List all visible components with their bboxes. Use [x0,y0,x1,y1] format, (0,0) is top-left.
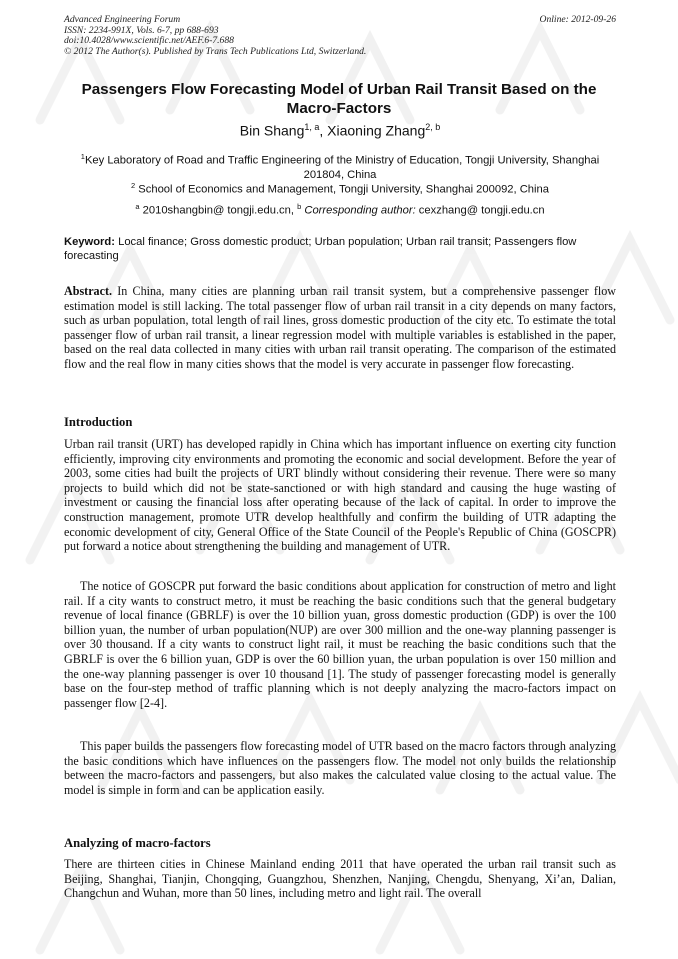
intro-paragraph-2: The notice of GOSCPR put forward the basic conditions about application for construction of metro and light rail. If a city wants to construct metro, it must be reaching the basic conditions such that the general budgetary revenue of local finance (GBRLF) is over the 10 billion yuan, gross domestic production (GDP) is over the 100 billion yuan, the number of urban population(NUP) are over 300 million and the one-way planning passenger is over 30 thousand. If a city wants to construct light rail, it must be reaching the basic conditions such that the GBRLF is over the 6 billion yuan, GDP is over the 60 billion yuan, the urban population is over 150 million and the one-way planning passenger is over 10 thousand [1]. The study of passenger forecasting model is generally base on the four-step method of traffic planning which is not deeply analyzing the macro-factors impact on passenger flow [2-4]. [64,579,616,710]
affiliation-text: Key Laboratory of Road and Traffic Engineering of the Ministry of Education, Tongji University, Shanghai 201804, China [84,154,600,181]
affiliation-marker: 2 [131,181,136,190]
analyzing-paragraph-1: There are thirteen cities in Chinese Mainland ending 2011 that have operated the urban rail transit such as Beijing, Shanghai, Tianjin, Chongqing, Guangzhou, Shenzhen, Nanjing, Chengdu, Shenyang, Xi’an, Dalian, Changchun and Wuhan, more than 50 lines, including metro and light rail. The overall [64,857,616,901]
abstract-label: Abstract. [64,284,113,298]
keywords-text: Local finance; Gross domestic product; Urban population; Urban rail transit; Passengers flow forecasting [64,236,577,262]
journal-header [64,15,616,57]
email-marker: a [135,202,140,211]
author-superscript: 1, a [304,122,320,132]
author-superscript: 2, b [425,122,441,132]
abstract-text: In China, many cities are planning urban rail transit system, but a comprehensive passenger flow estimation model is still lacking. The total passenger flow of urban rail transit in a city depends on many factors, such as urban population, total length of rail lines, gross domestic production of the city etc. To estimate the total passenger flow of urban rail transit, a linear regression model with multiple variables is established in the paper, based on the real data collected in many cities with urban rail transit operating. The comparison of the estimated flow and the real flow in many cities shows that the model is very accurate in passenger flow forecasting. [64,284,616,371]
paper-title: Passengers Flow Forecasting Model of Urban Rail Transit Based on the Macro-Factors [81,81,597,117]
issn-line: ISSN: 2234-991X, Vols. 6-7, pp 688-693 [64,24,219,36]
author-line [64,122,616,139]
copyright-line: © 2012 The Author(s). Published by Trans Tech Publications Ltd, Switzerland. [64,45,367,57]
affiliation-marker: 1 [80,152,85,161]
corresponding-label: Corresponding author: [304,204,416,217]
email-marker: b [297,202,302,211]
affiliation-text: School of Economics and Management, Tongji University, Shanghai 200092, China [138,183,549,196]
email-b: cexzhang@ tongji.edu.cn [415,204,545,217]
keywords-label: Keyword: [64,236,115,248]
author-name: Xiaoning Zhang [327,122,426,139]
journal-name: Advanced Engineering Forum [64,14,181,25]
doi-line: doi:10.4028/www.scientific.net/AEF.6-7.688 [64,35,234,47]
email-a: 2010shangbin@ tongji.edu.cn, [142,204,298,217]
email-line [64,200,616,218]
online-date: Online: 2012-09-26 [539,14,616,25]
section-heading-analyzing: Analyzing of macro-factors [64,836,211,850]
abstract [64,284,616,372]
section-heading-introduction: Introduction [64,415,133,429]
intro-paragraph-3: This paper builds the passengers flow forecasting model of UTR based on the macro factors through analyzing the basic conditions which have influences on the passengers flow. The model not only builds the relationship between the macro-factors and passengers, but also makes the calculated value closing to the actual value. The model is simple in form and can be application easily. [64,739,617,797]
affiliation-2 [64,179,616,197]
author-separator: , [319,122,328,139]
author-name: Bin Shang [239,122,305,139]
intro-paragraph-1: Urban rail transit (URT) has developed rapidly in China which has important influence on exerting city function efficiently, improving city environments and promoting the economic and social development. Before the year of 2003, some cities had built the projects of URT blindly without considering their revenue. There were so many projects to build which did not be state-sanctioned or with high standard and causing the huge wasting of investment or causing the financial loss after operating because of the lack of capital. In order to improve the construction management, promote UTR develop healthfully and confirm the building of UTR adapting the economic development of city, General Office of the State Council of the People's Republic of China (GOSCPR) put forward a notice about strengthening the building and management of UTR. [64,437,616,554]
affiliation-1 [64,150,616,182]
keywords [64,235,616,263]
